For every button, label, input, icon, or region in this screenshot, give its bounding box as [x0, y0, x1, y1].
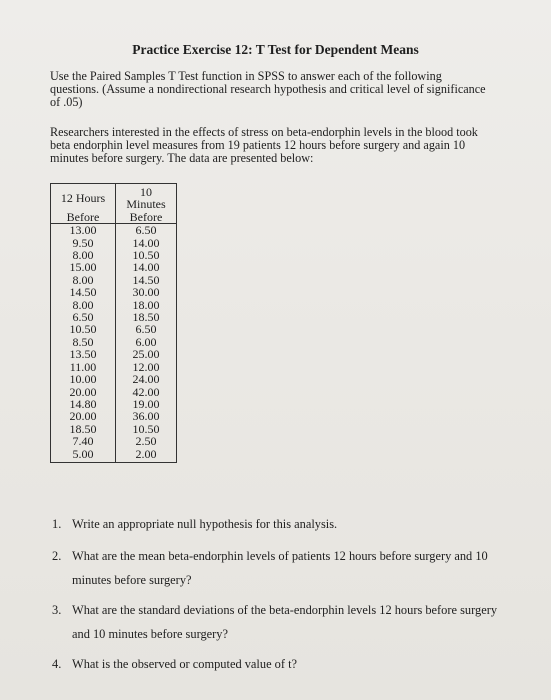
- cell-12-hours-before: 14.50: [51, 286, 116, 298]
- data-table: [50, 183, 177, 463]
- scenario-paragraph: Researchers interested in the effects of stress on beta-endorphin levels in the blood took beta endorphin level measures from 19 patients 12 hours before surgery and again 10 minutes before surgery. The data are presented below:: [50, 125, 478, 165]
- cell-10-minutes-before: 30.00: [116, 286, 177, 298]
- cell-10-minutes-before: 2.00: [116, 448, 177, 463]
- cell-12-hours-before: 11.00: [51, 361, 116, 373]
- cell-10-minutes-before: 42.00: [116, 386, 177, 398]
- cell-12-hours-before: 10.00: [51, 373, 116, 385]
- cell-10-minutes-before: 6.00: [116, 336, 177, 348]
- cell-10-minutes-before: 36.00: [116, 410, 177, 422]
- question-text: What is the observed or computed value of t?: [72, 657, 298, 671]
- cell-10-minutes-before: 18.50: [116, 311, 177, 323]
- table-header-row: [51, 211, 177, 224]
- page-title: Practice Exercise 12: T Test for Dependent Means: [132, 42, 419, 57]
- intro-paragraph: Use the Paired Samples T Test function in SPSS to answer each of the following questions. (Assume a nondirectional research hypothesis and critical level of significance of .05): [50, 69, 486, 109]
- table-row: [51, 261, 177, 273]
- cell-12-hours-before: 8.50: [51, 336, 116, 348]
- table-row: [51, 224, 177, 237]
- cell-12-hours-before: 9.50: [51, 237, 116, 249]
- cell-12-hours-before: 8.00: [51, 249, 116, 261]
- table-row: [51, 348, 177, 360]
- column-header-10-minutes: 10 Minutes: [116, 184, 177, 211]
- question-number: 3.: [52, 603, 62, 617]
- cell-10-minutes-before: 25.00: [116, 348, 177, 360]
- table-row: [51, 323, 177, 335]
- cell-10-minutes-before: 14.50: [116, 274, 177, 286]
- cell-10-minutes-before: 12.00: [116, 361, 177, 373]
- cell-10-minutes-before: 24.00: [116, 373, 177, 385]
- cell-12-hours-before: 10.50: [51, 323, 116, 335]
- question-number: 1.: [52, 517, 62, 531]
- cell-10-minutes-before: 6.50: [116, 323, 177, 335]
- question-text: What are the mean beta-endorphin levels of patients 12 hours before surgery and 10 minutes before surgery?: [72, 549, 488, 587]
- cell-10-minutes-before: 14.00: [116, 261, 177, 273]
- cell-10-minutes-before: 6.50: [116, 224, 177, 237]
- cell-12-hours-before: 20.00: [51, 386, 116, 398]
- cell-12-hours-before: 8.00: [51, 274, 116, 286]
- cell-10-minutes-before: 14.00: [116, 237, 177, 249]
- table-row: [51, 448, 177, 463]
- column-header-12-hours: 12 Hours: [51, 184, 116, 211]
- question-number: 2.: [52, 549, 62, 563]
- cell-12-hours-before: 6.50: [51, 311, 116, 323]
- table-row: [51, 373, 177, 385]
- cell-10-minutes-before: 19.00: [116, 398, 177, 410]
- column-header-10-minutes-sub: Before: [116, 211, 177, 224]
- question-number: 4.: [52, 657, 62, 671]
- table-row: [51, 435, 177, 447]
- table-row: [51, 286, 177, 298]
- cell-10-minutes-before: 10.50: [116, 423, 177, 435]
- table-header-row: [51, 184, 177, 211]
- cell-12-hours-before: 13.50: [51, 348, 116, 360]
- cell-12-hours-before: 13.00: [51, 224, 116, 237]
- column-header-12-hours-sub: Before: [51, 211, 116, 224]
- question-text: Write an appropriate null hypothesis for this analysis.: [72, 517, 338, 531]
- cell-12-hours-before: 18.50: [51, 423, 116, 435]
- cell-10-minutes-before: 10.50: [116, 249, 177, 261]
- cell-12-hours-before: 7.40: [51, 435, 116, 447]
- table-row: [51, 423, 177, 435]
- cell-12-hours-before: 14.80: [51, 398, 116, 410]
- cell-12-hours-before: 20.00: [51, 410, 116, 422]
- question-text: What are the standard deviations of the beta-endorphin levels 12 hours before surgery and 10 minutes before surgery?: [72, 603, 498, 641]
- cell-10-minutes-before: 18.00: [116, 299, 177, 311]
- table-row: [51, 410, 177, 422]
- cell-12-hours-before: 15.00: [51, 261, 116, 273]
- cell-12-hours-before: 8.00: [51, 299, 116, 311]
- cell-12-hours-before: 5.00: [51, 448, 116, 463]
- cell-10-minutes-before: 2.50: [116, 435, 177, 447]
